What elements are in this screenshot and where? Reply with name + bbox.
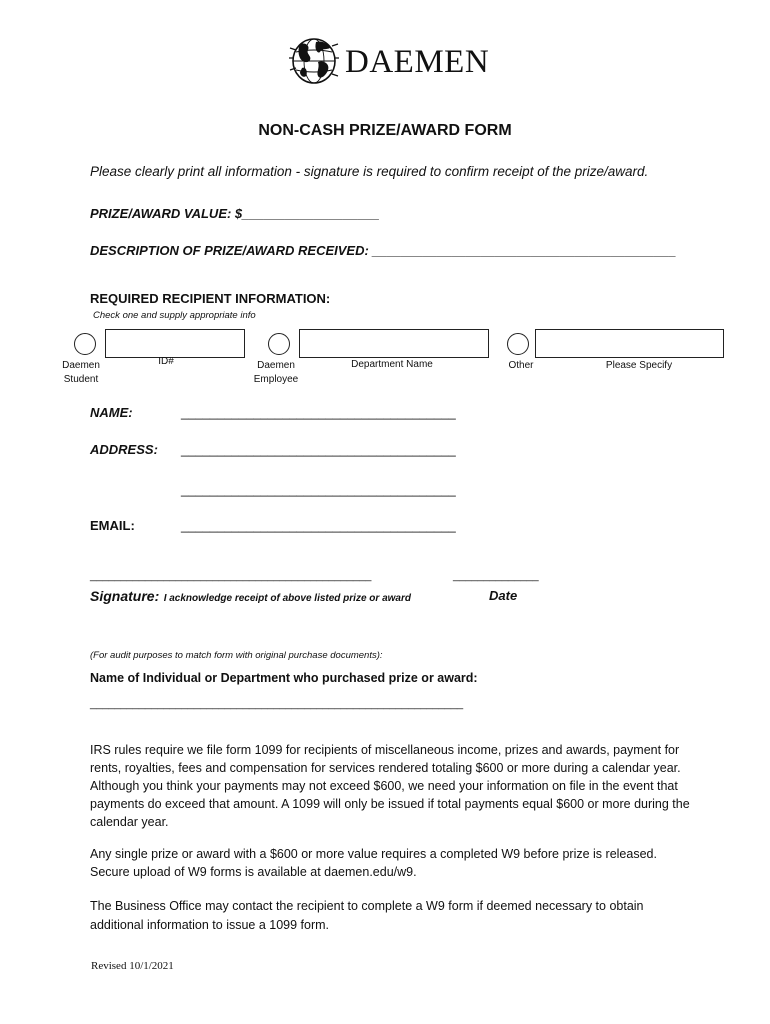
prize-value-field[interactable]: PRIZE/AWARD VALUE: $___________________ (90, 206, 380, 221)
address-label: ADDRESS: (90, 442, 158, 457)
revised-date: Revised 10/1/2021 (91, 960, 174, 972)
purchaser-line[interactable]: _____________________________________________________________ (90, 698, 464, 710)
audit-note: (For audit purposes to match form with original purchase documents): (90, 650, 383, 661)
address-line-2[interactable]: ______________________________________ (181, 482, 456, 497)
email-label: EMAIL: (90, 518, 135, 533)
irs-paragraph: IRS rules require we file form 1099 for recipients of miscellaneous income, prizes and awards, payment for rents, royalties, fees and compensation for services rendered totaling $600 or more during a calendar year. Although you think your payments may not exceed $600, we need your information on file in the event that payments do exceed that amount. A 1099 will only be issued if total payments equal $600 or more during the calendar year. (90, 743, 690, 829)
business-office-paragraph: The Business Office may contact the recipient to complete a W9 form if deemed necessary to obtain additional information to issue a 1099 form. (90, 899, 644, 932)
daemen-logo (288, 36, 488, 86)
other-specify-label: Please Specify (605, 360, 673, 371)
intro-text: Please clearly print all information - signature is required to confirm receipt of the prize/award. (90, 164, 649, 179)
w9-paragraph: Any single prize or award with a $600 or more value requires a completed W9 before prize is released. Secure upload of W9 forms is available at daemen.edu/w9. (90, 847, 657, 879)
employee-radio[interactable] (268, 333, 290, 355)
department-name-label: Department Name (351, 359, 433, 370)
email-input-line[interactable]: ______________________________________ (181, 518, 456, 533)
other-option-label: Other (508, 360, 534, 371)
signature-caption: Signature: I acknowledge receipt of above listed prize or award (90, 588, 411, 604)
form-title: NON-CASH PRIZE/AWARD FORM (258, 122, 512, 139)
other-specify-box[interactable] (535, 329, 724, 358)
name-input-line[interactable]: ______________________________________ (181, 405, 456, 420)
other-radio[interactable] (507, 333, 529, 355)
employee-option-label: Daemen Employee (253, 360, 299, 385)
purchaser-label: Name of Individual or Department who purchased prize or award: (90, 671, 478, 685)
date-line[interactable]: ______________ (453, 570, 539, 582)
prize-description-field[interactable]: DESCRIPTION OF PRIZE/AWARD RECEIVED: __________________________________________ (90, 243, 677, 258)
globe-icon (288, 36, 340, 86)
recipient-heading: REQUIRED RECIPIENT INFORMATION: (90, 291, 331, 306)
department-name-box[interactable] (299, 329, 489, 358)
student-id-label: ID# (158, 356, 174, 367)
date-label: Date (489, 588, 518, 603)
logo-wordmark: DAEMEN (345, 44, 490, 80)
recipient-instruction: Check one and supply appropriate info (93, 310, 256, 321)
student-radio[interactable] (74, 333, 96, 355)
name-label: NAME: (90, 405, 133, 420)
signature-line[interactable]: ______________________________________________ (90, 570, 372, 582)
student-id-box[interactable] (105, 329, 245, 358)
student-option-label: Daemen Student (62, 360, 100, 385)
address-line-1[interactable]: ______________________________________ (181, 442, 456, 457)
